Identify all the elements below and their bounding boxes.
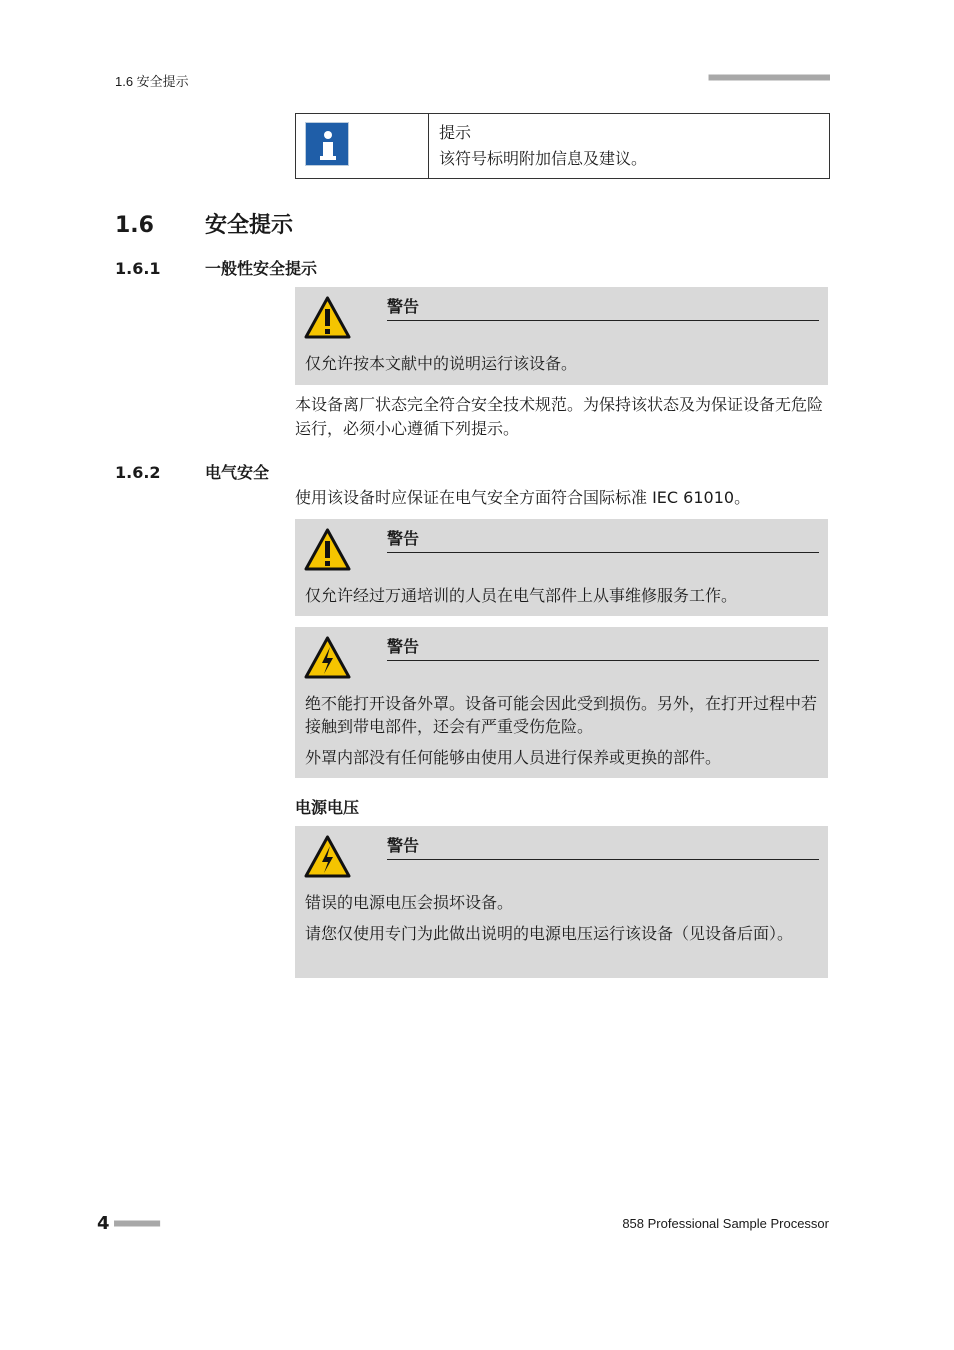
warning-body bbox=[305, 891, 818, 953]
note-icon-cell bbox=[296, 114, 429, 178]
running-header-section: 1.6 安全提示 bbox=[115, 74, 189, 89]
warning-triangle-icon bbox=[304, 296, 351, 339]
subsection-number: 1.6.2 bbox=[115, 463, 161, 482]
warning-box-4 bbox=[295, 826, 828, 978]
warning-title: 警告 bbox=[387, 836, 819, 860]
note-content bbox=[429, 114, 657, 178]
warning-box-2 bbox=[295, 519, 828, 616]
footer-decoration: ■■■■■■■■■ bbox=[114, 1218, 160, 1229]
paragraph-conformity: 本设备离厂状态完全符合安全技术规范。为保持该状态及为保证设备无危险运行，必须小心遵循下列提示。 bbox=[295, 395, 824, 438]
section-number: 1.6 bbox=[115, 213, 154, 238]
warning-text: 仅允许经过万通培训的人员在电气部件上从事维修服务工作。 bbox=[305, 586, 738, 605]
header-decoration: ■■■■■■■■■■■■■■■■■■■■■■■■ bbox=[708, 72, 829, 83]
high-voltage-icon bbox=[304, 636, 351, 679]
warning-text: 错误的电源电压会损坏设备。 bbox=[305, 893, 514, 912]
warning-text: 请您仅使用专门为此做出说明的电源电压运行该设备（见设备后面）。 bbox=[305, 924, 794, 943]
warning-box-1 bbox=[295, 287, 828, 385]
warning-text: 仅允许按本文献中的说明运行该设备。 bbox=[305, 354, 578, 373]
high-voltage-icon bbox=[304, 835, 351, 878]
subsection-title: 电气安全 bbox=[205, 463, 270, 482]
section-heading bbox=[115, 208, 293, 239]
warning-body bbox=[305, 352, 818, 383]
warning-box-3 bbox=[295, 627, 828, 778]
warning-title: 警告 bbox=[387, 637, 819, 661]
note-box bbox=[295, 113, 830, 179]
subsection-number: 1.6.1 bbox=[115, 259, 161, 278]
note-text: 该符号标明附加信息及建议。 bbox=[439, 149, 648, 168]
footer-product-name: 858 Professional Sample Processor bbox=[622, 1216, 829, 1231]
warning-body bbox=[305, 584, 818, 615]
subsection-heading-2 bbox=[115, 460, 269, 483]
subheading-mains-voltage: 电源电压 bbox=[295, 798, 360, 817]
paragraph-iec: 使用该设备时应保证在电气安全方面符合国际标准 IEC 61010。 bbox=[295, 488, 751, 507]
note-title: 提示 bbox=[439, 123, 472, 142]
section-title: 安全提示 bbox=[205, 213, 294, 238]
warning-body bbox=[305, 692, 818, 777]
info-icon bbox=[305, 122, 349, 166]
subsection-heading-1 bbox=[115, 256, 317, 279]
warning-text: 外罩内部没有任何能够由使用人员进行保养或更换的部件。 bbox=[305, 748, 722, 767]
page-number: 4 bbox=[97, 1213, 110, 1234]
warning-text: 绝不能打开设备外罩。设备可能会因此受到损伤。另外，在打开过程中若接触到带电部件，还会有严重受伤危险。 bbox=[305, 694, 818, 736]
subsection-title: 一般性安全提示 bbox=[205, 259, 318, 278]
warning-triangle-icon bbox=[304, 528, 351, 571]
warning-title: 警告 bbox=[387, 297, 819, 321]
warning-title: 警告 bbox=[387, 529, 819, 553]
